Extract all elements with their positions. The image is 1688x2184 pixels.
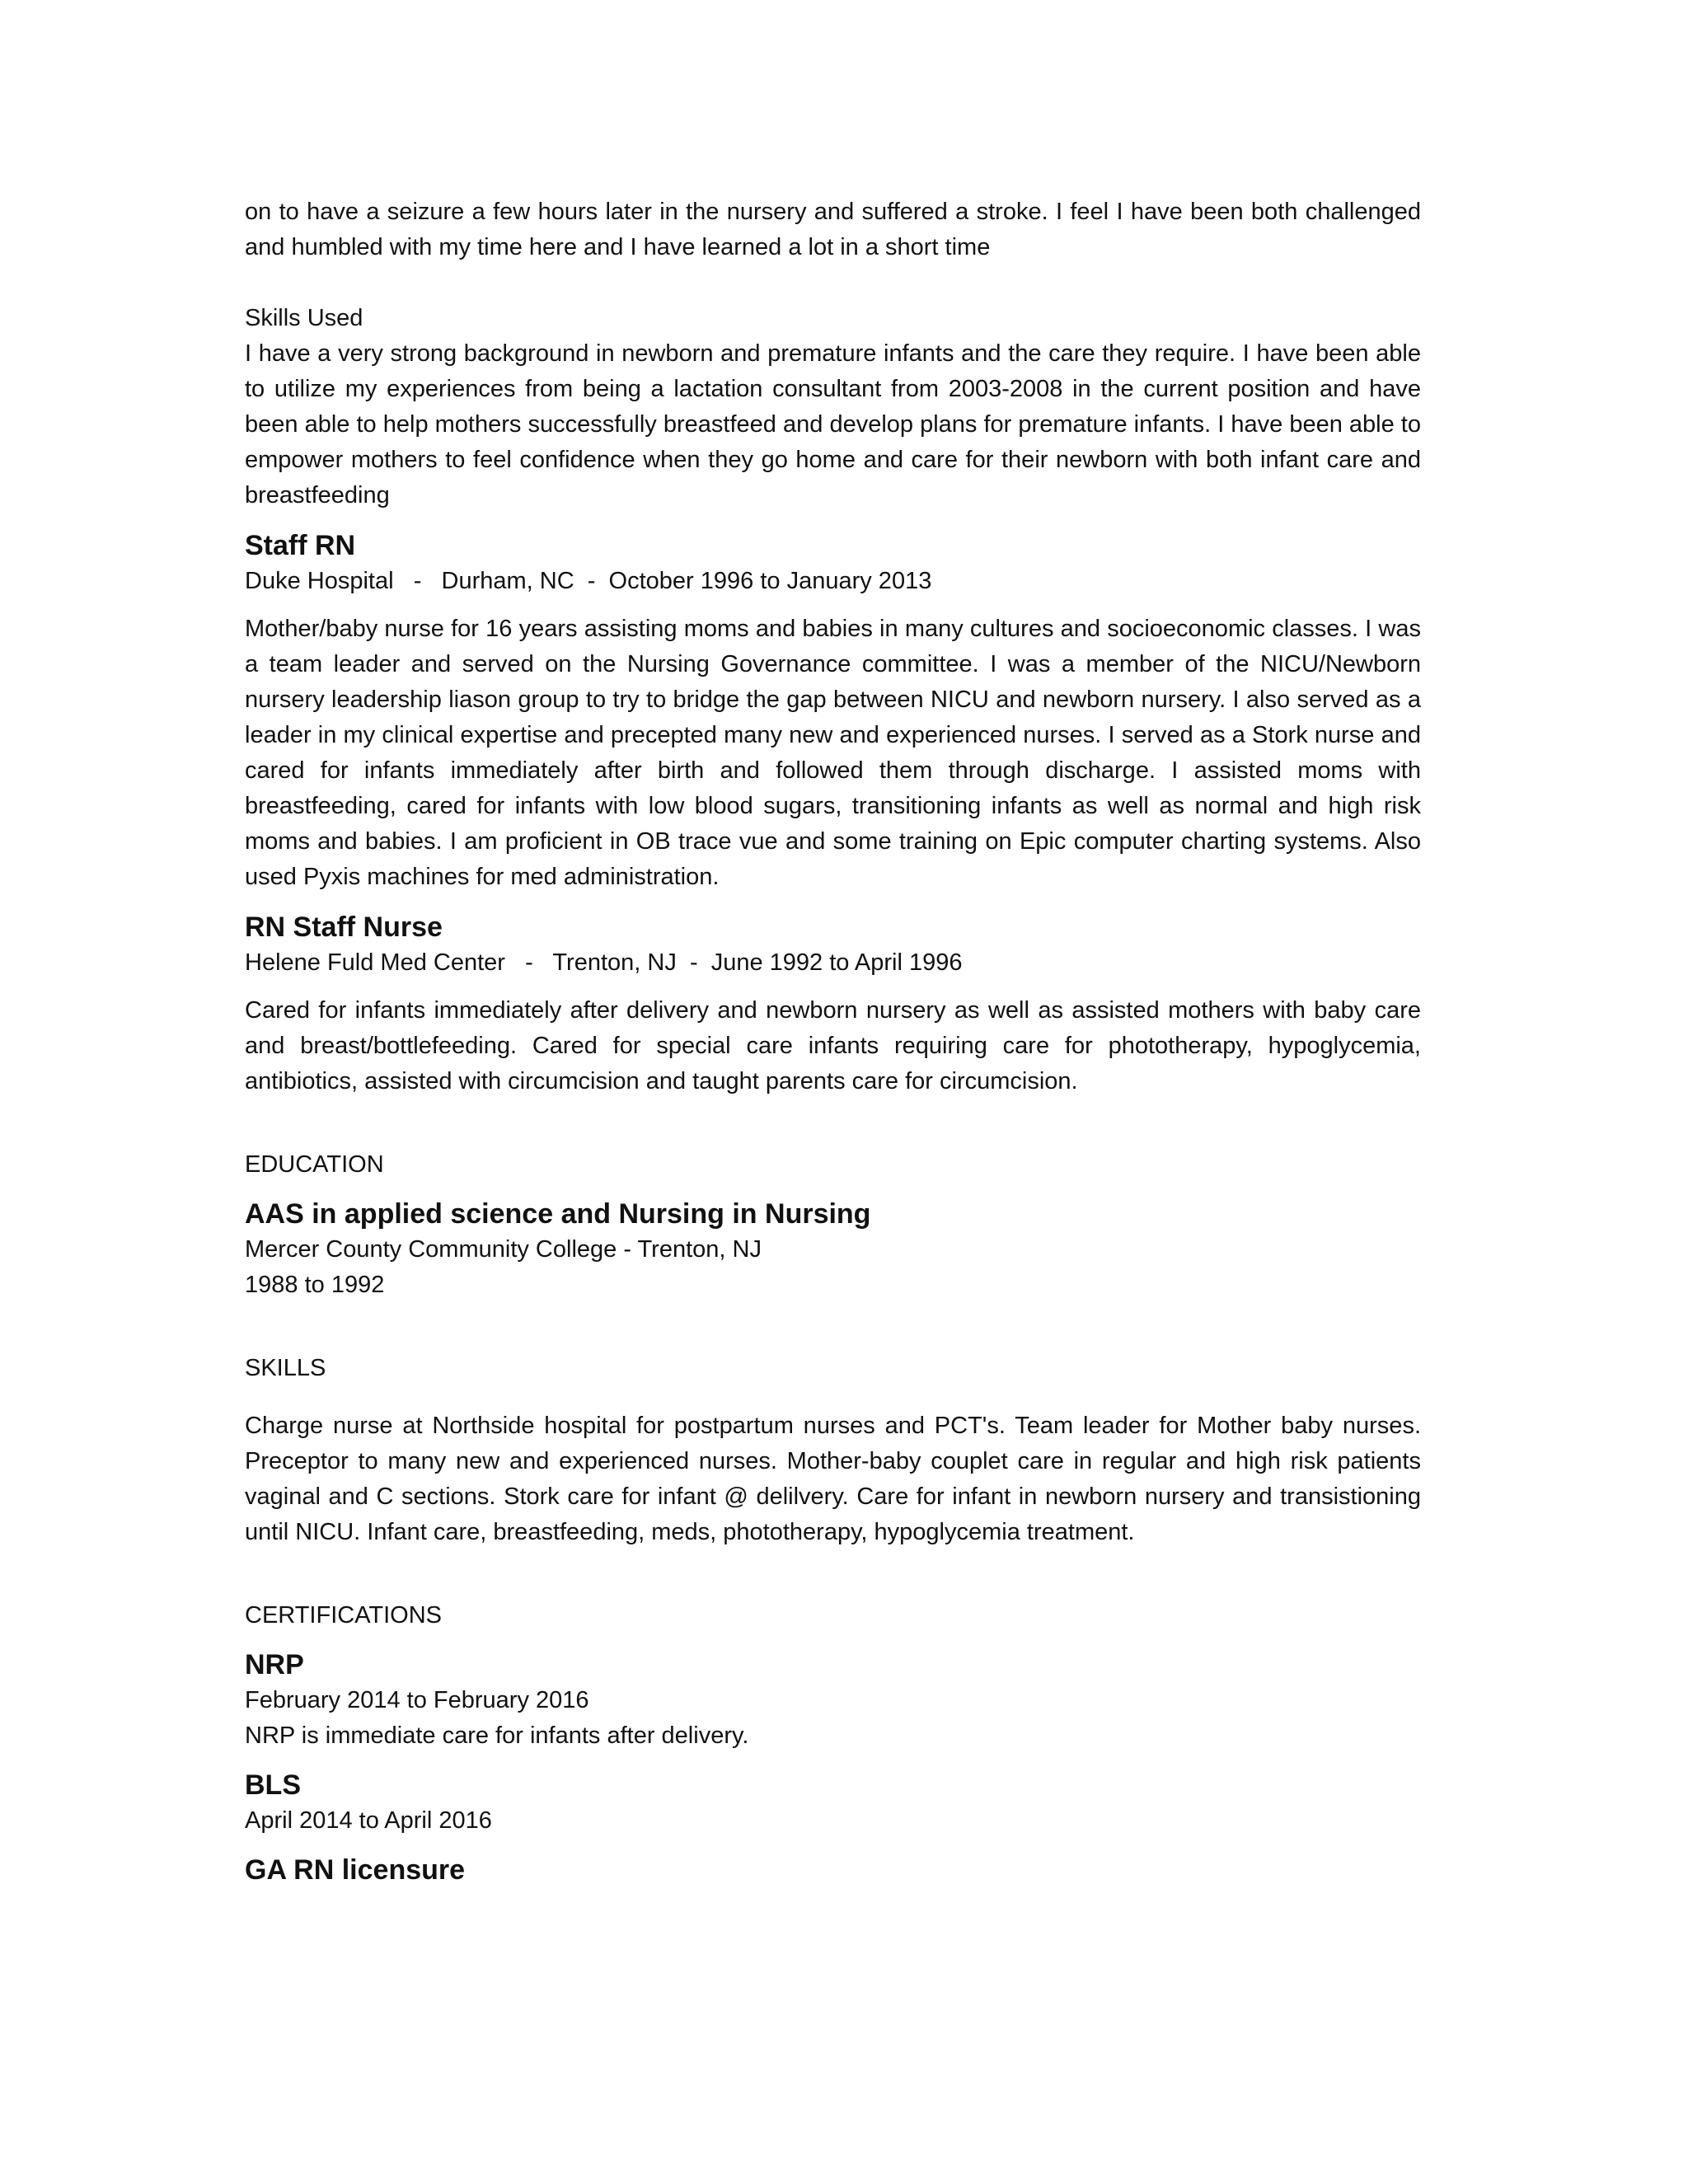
certification-note: NRP is immediate care for infants after delivery.	[245, 1722, 749, 1749]
skills-text: Charge nurse at Northside hospital for postpartum nurses and PCT's. Team leader for Mother baby nurses. Preceptor to many new and experienced nurses. Mother-baby couplet care in regular and high risk patients vaginal and C sections. Stork care for infant @ delilvery. Care for infant in newborn nursery and transistioning until NICU. Infant care, breastfeeding, meds, phototherapy, hypoglycemia treatment.	[245, 1413, 1421, 1545]
education-section	[245, 1147, 1421, 1303]
certification-dates: April 2014 to April 2016	[245, 1807, 492, 1834]
certification-name: GA RN licensure	[245, 1854, 466, 1886]
certification-name: BLS	[245, 1769, 301, 1801]
job-description: Mother/baby nurse for 16 years assisting moms and babies in many cultures and socioeconomic classes. I was a team leader and served on the Nursing Governance committee. I was a member of the NICU/Newborn nursery leadership liason group to try to bridge the gap between NICU and newborn nursery. I also served as a leader in my clinical expertise and precepted many new and experienced nurses. I served as a Stork nurse and cared for infants immediately after birth and followed them through discharge. I assisted moms with breastfeeding, cared for infants with low blood sugars, transitioning infants as well as normal and high risk moms and babies. I am proficient in OB trace vue and some training on Epic computer charting systems. Also used Pyxis machines for med administration.	[245, 616, 1421, 890]
resume-page	[245, 194, 1421, 1888]
job-description: Cared for infants immediately after delivery and newborn nursery as well as assisted mothers with baby care and breast/bottlefeeding. Cared for special care infants requiring care for phototherapy, hypoglycemia, antibiotics, assisted with circumcision and taught parents care for circumcision.	[245, 997, 1421, 1094]
certifications-heading: CERTIFICATIONS	[245, 1602, 442, 1629]
job-entry	[245, 909, 1421, 1099]
certification-name: NRP	[245, 1649, 304, 1680]
certification-item	[245, 1647, 1421, 1754]
skills-used-text: I have a very strong background in newborn and premature infants and the care they require. I have been able to utilize my experiences from being a lactation consultant from 2003-2008 in the current position and have been able to help mothers successfully breastfeed and develop plans for premature infants. I have been able to empower mothers to feel confidence when they go home and care for their newborn with both infant care and breastfeeding	[245, 340, 1421, 509]
certification-dates: February 2014 to February 2016	[245, 1687, 589, 1713]
job-title: Staff RN	[245, 530, 356, 561]
certification-item	[245, 1852, 1421, 1888]
job-entry	[245, 527, 1421, 895]
degree-title: AAS in applied science and Nursing in Nursing	[245, 1198, 871, 1230]
education-years: 1988 to 1992	[245, 1272, 385, 1298]
job-title: RN Staff Nurse	[245, 912, 443, 943]
education-heading: EDUCATION	[245, 1151, 384, 1178]
job-meta: Helene Fuld Med Center - Trenton, NJ - June 1992 to April 1996	[245, 949, 963, 976]
certifications-section	[245, 1598, 1421, 1888]
certification-item	[245, 1767, 1421, 1839]
skills-used-heading: Skills Used	[245, 305, 363, 331]
spacer	[245, 265, 1421, 301]
school-name: Mercer County Community College - Trenton, NJ	[245, 1236, 762, 1263]
skills-heading: SKILLS	[245, 1355, 326, 1381]
skills-section	[245, 1351, 1421, 1550]
job-meta: Duke Hospital - Durham, NC - October 1996 to January 2013	[245, 568, 932, 594]
intro-continuation: on to have a seizure a few hours later in the nursery and suffered a stroke. I feel I have been both challenged and humbled with my time here and I have learned a lot in a short time	[245, 199, 1421, 260]
